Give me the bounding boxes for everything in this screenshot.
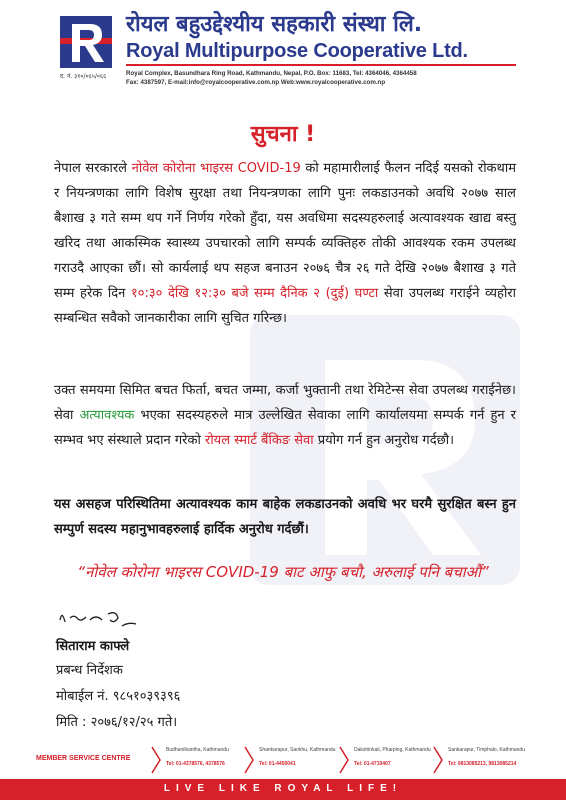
para2-text-1: उक्त समयमा सिमित बचत फिर्ता, बचत जम्मा, कर्जा भुक्तानी तथा रेमिटेन्स सेवा उपलब्ध गराईनेछ। सेवा: [54, 383, 516, 423]
title-divider: [126, 64, 516, 66]
org-contact: Fax: 4387597, E-mail:info@royalcooperative.com.np Web:www.royalcooperative.com.np: [126, 79, 386, 86]
centre-location: Sankarapur, Timphalo, Kathmandu: [448, 747, 525, 753]
centre-phone: Tel: 9813085213, 9813085214: [448, 761, 517, 767]
notice-paragraph-1: [54, 156, 516, 331]
signatory-name: सिताराम काफ्ले: [56, 639, 130, 654]
separator-icon: [338, 745, 350, 775]
para2-text-3: प्रयोग गर्न हुन अनुरोध गर्दछौ।: [313, 433, 455, 448]
service-centre: [448, 747, 538, 767]
para1-text-3: सेवा उपलब्ध गराईने व्यहोरा सम्बन्धित सवैको जानकारीका लागि सुचित गरिन्छ।: [54, 286, 516, 326]
royal-r-logo-icon: [60, 16, 112, 68]
org-title-nepali: रोयल बहुउद्देश्यीय सहकारी संस्था लि.: [126, 12, 423, 37]
member-service-centres: [0, 743, 566, 779]
signatory-mobile: मोबाईल नं. ९८५१०३९३९६: [56, 689, 181, 704]
centre-phone: Tel: 01-4378576, 4378576: [166, 761, 225, 767]
org-title-english: Royal Multipurpose Cooperative Ltd.: [126, 40, 468, 62]
org-address: Royal Complex, Basundhara Ring Road, Kathmandu, Nepal, P.O. Box: 11683, Tel: 4364046, 4364458: [126, 70, 417, 77]
para2-highlight-smart-banking: रोयल स्मार्ट बैंकिङ सेवा: [205, 433, 314, 448]
notice-paragraph-2: [54, 378, 516, 453]
service-centre: [259, 747, 349, 767]
separator-icon: [432, 745, 444, 775]
para1-highlight-hours: १०:३० देखि १२:३० बजे सम्म दैनिक २ (दुई) घण्टा: [130, 286, 379, 301]
registration-number: द. नं. ३१०/०६५/०६६: [60, 73, 107, 80]
centre-phone: Tel: 01-4710407: [354, 761, 391, 767]
centre-location: Shankarapur, Sankhu, Kathmandu: [259, 747, 336, 753]
member-service-label: MEMBER SERVICE CENTRE: [36, 755, 131, 762]
para1-highlight-covid: नोवेल कोरोना भाइरस COVID-19: [131, 161, 301, 176]
handwritten-signature-icon: [56, 602, 166, 630]
para2-text-2: भएका सदस्यहरुले मात्र उल्लेखित सेवाका लागि कार्यालयमा सम्पर्क गर्न हुन र सम्भव भए संस्थाले प्रदान गरेको: [54, 408, 516, 448]
notice-date: मिति : २०७६/१२/२५ गते।: [56, 715, 178, 730]
signatory-title: प्रबन्ध निर्देशक: [56, 663, 123, 678]
centre-phone: Tel: 01-4450041: [259, 761, 296, 767]
letterhead: [0, 0, 566, 96]
para2-highlight-essential: अत्यावश्यक: [79, 408, 135, 423]
notice-heading: सुचना !: [250, 122, 316, 147]
covid-slogan: “नोवेल कोरोना भाइरस COVID-19 बाट आफु बचौ, अरुलाई पनि बचाऔं”: [77, 563, 489, 581]
notice-paragraph-3: यस असहज परिस्थितिमा अत्यावश्यक काम बाहेक लकडाउनको अवधि भर घरमै सुरक्षित बस्न हुन सम्पुर्ण सदस्य महानुभावहरुलाई हार्दिक अनुरोध गर्दछौं।: [54, 497, 516, 537]
centre-location: Dakshinkali, Pharping, Kathmandu: [354, 747, 431, 753]
para1-text-1: नेपाल सरकारले: [54, 161, 132, 176]
footer-banner: [0, 779, 566, 800]
tagline: LIVE LIKE ROYAL LIFE!: [163, 783, 403, 794]
separator-icon: [243, 745, 255, 775]
service-centre: [354, 747, 444, 767]
centre-location: Budhanilkantha, Kathmandu: [166, 747, 229, 753]
separator-icon: [150, 745, 162, 775]
para1-text-2: को महामारीलाई फैलन नदिई यसको रोकथाम र नियन्त्रणका लागि विशेष सुरक्षा तथा नियन्त्रणका लागि पुनः लकडाउनको अवधि २०७७ साल बैशाख ३ गते सम्म थप गर्ने निर्णय गरेको हुँदा, यस अवधिमा सदस्यहरुलाई अत्यावश्यक खाद्य बस्तु खरिद तथा आकस्मिक स्वास्थ्य उपचारको लागि सम्पर्क व्यक्तिहरु तोकी आवश्यक रकम उपलब्ध गराउदै आएका छौं। सो कार्यलाई थप सहज बनाउन २०७६ चैत्र २६ गते देखि २०७७ बैशाख ३ गते सम्म हरेक दिन: [54, 161, 516, 301]
